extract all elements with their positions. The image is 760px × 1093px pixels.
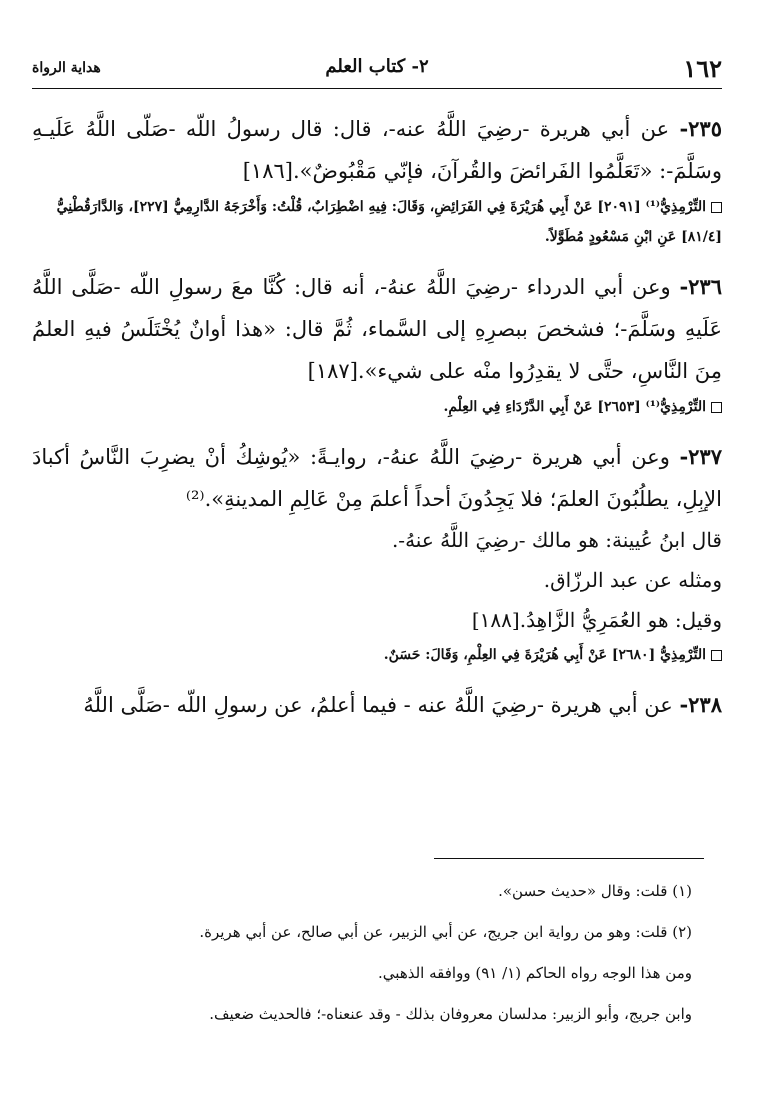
hadith-text: عن أبي هريرة -رضِيَ اللَّهُ عنه-، قال: قال رسولُ اللّه -صَلّى اللَّهُ عَلَيـهِ وسَلَّمَ-: «تَعَلَّمُوا الفَرائضَ والقُرآنَ، فإنّي مَقْبُوضٌ».[١٨٦] [32, 117, 722, 183]
hadith-number: ٢٣٧- [679, 444, 722, 469]
takhrij-note [32, 192, 722, 252]
footnote: (٢) قلت: وهو من رواية ابن جريج، عن أبي الزبير، عن أبي صالح، عن أبي هريرة. [199, 923, 692, 941]
takhrij-note [32, 640, 722, 670]
footnote: وابن جريج، وأبو الزبير: مدلسان معروفان بذلك - وقد عنعناه-؛ فالحديث ضعيف. [209, 1005, 692, 1023]
hadith-number: ٢٣٦- [679, 274, 722, 299]
main-text [32, 108, 722, 726]
takhrij-text: التِّرْمِذِيُّ⁽¹⁾ [٢٦٥٣] عَنْ أَبِي الدَّرْدَاءِ فِي العِلْمِ. [443, 399, 706, 415]
footnote-divider [434, 858, 704, 859]
chapter-title: ٢- كتاب العلم [325, 56, 429, 77]
square-marker-icon [711, 202, 722, 213]
hadith-text: وعن أبي الدرداء -رضِيَ اللَّهُ عنهُ-، أنه قال: كُنَّا معَ رسولِ اللّه -صَلَّى اللَّهُ عَلَيهِ وسَلَّمَ-؛ فشخصَ ببصرِهِ إلى السَّماء، ثُمَّ قال: «هذا أوانٌ يُخْتَلَسُ فيهِ العلمُ مِنَ النَّاسِ، حتَّى لا يقدِرُوا منْه على شيء».[١٨٧] [32, 275, 722, 383]
footnote: ومن هذا الوجه رواه الحاكم (١/ ٩١) ووافقه الذهبي. [378, 964, 692, 982]
hadith-text: وعن أبي هريرة -رضِيَ اللَّهُ عنهُ-، روايـةً: «يُوشِكُ أنْ يضرِبَ النَّاسُ أكبادَ الإبِلِ، يطلُبُونَ العلمَ؛ فلا يَجِدُونَ أحداً أعلمَ مِنْ عَالِمِ المدينةِ».⁽²⁾ [32, 445, 722, 511]
commentary-line: وقيل: هو العُمَرِيُّ الزَّاهِدُ.[١٨٨] [471, 608, 722, 632]
commentary-line: ومثله عن عبد الرزّاق. [543, 568, 722, 592]
hadith-number: ٢٣٨- [679, 692, 722, 717]
hadith-237 [32, 436, 722, 520]
hadith-238 [32, 684, 722, 726]
square-marker-icon [711, 402, 722, 413]
takhrij-note [32, 392, 722, 422]
page-number: ١٦٢ [683, 54, 722, 83]
footnote: (١) قلت: وقال «حديث حسن». [498, 882, 692, 900]
hadith-number: ٢٣٥- [679, 116, 722, 141]
header-divider [32, 88, 722, 89]
page-header [32, 52, 722, 86]
commentary-line: قال ابنُ عُيينة: هو مالك -رضِيَ اللَّهُ عنهُ-. [391, 528, 722, 552]
square-marker-icon [711, 650, 722, 661]
book-title: هداية الرواة [32, 60, 101, 76]
takhrij-text: التِّرْمِذِيُّ⁽¹⁾ [٢٠٩١] عَنْ أَبِي هُرَيْرَةَ فِي الفَرَائِضِ، وَقَالَ: فِيهِ اضْطِرَابٌ، قُلْتُ: وَأَخْرَجَهُ الدَّارِمِيُّ [٢٢٧]، وَالدَّارَقُطْنِيُّ [٨١/٤] عَنِ ابْنِ مَسْعُودٍ مُطَوَّلاً. [56, 199, 722, 245]
hadith-text: عن أبي هريرة -رضِيَ اللَّهُ عنه - فيما أعلمُ، عن رسولِ اللّه -صَلَّى اللَّهُ [83, 693, 680, 717]
footnotes [32, 880, 692, 1044]
takhrij-text: التِّرْمِذِيُّ [٢٦٨٠] عَنْ أَبِي هُرَيْرَةَ فِي العِلْمِ، وَقَالَ: حَسَنٌ. [383, 647, 706, 663]
hadith-236 [32, 266, 722, 392]
hadith-235 [32, 108, 722, 192]
